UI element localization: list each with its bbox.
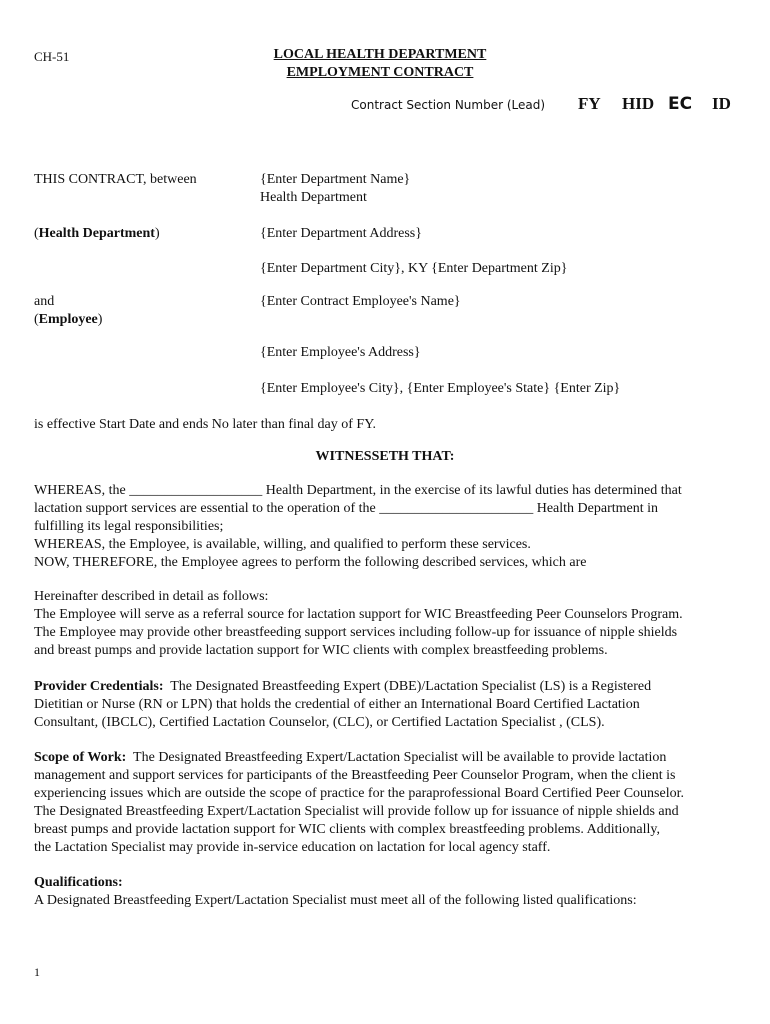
department-name-sub: Health Department <box>260 190 367 205</box>
credentials-text-1: The Designated Breastfeeding Expert (DBE)/Lactation Specialist (LS) is a Registered <box>163 679 652 694</box>
hid-field: HID <box>622 94 655 113</box>
department-city-zip-field: {Enter Department City}, KY {Enter Department Zip} <box>260 261 568 276</box>
whereas-line-2: lactation support services are essential to the operation of the ______________________ Health Department in <box>34 501 659 516</box>
document-title-line2: EMPLOYMENT CONTRACT <box>286 65 474 80</box>
credentials-line-2: Dietitian or Nurse (RN or LPN) that holds the credential of either an International Board Certified Lactation <box>34 697 640 712</box>
employee-address-field: {Enter Employee's Address} <box>260 345 421 360</box>
scope-text-1: The Designated Breastfeeding Expert/Lactation Specialist will be available to provide lactation <box>126 750 667 765</box>
employee-bold: Employee <box>38 312 98 327</box>
and-label: and <box>34 294 55 309</box>
id-field: ID <box>712 94 731 113</box>
health-department-party-label: (Health Department) <box>34 226 160 241</box>
fy-field: FY <box>578 94 601 113</box>
department-name-field: {Enter Department Name} <box>260 172 411 187</box>
scope-line-3: experiencing issues which are outside the scope of practice for the paraprofessional Board Certified Peer Counselor. <box>34 786 685 801</box>
qualifications-paragraph <box>34 874 738 910</box>
this-contract-label: THIS CONTRACT, between <box>34 172 197 187</box>
hereinafter-line-3: The Employee may provide other breastfeeding support services including follow-up for issuance of nipple shields <box>34 625 678 640</box>
hereinafter-paragraph <box>34 588 738 660</box>
page-number: 1 <box>34 965 40 979</box>
effective-date-text: is effective Start Date and ends No later than final day of FY. <box>34 417 376 432</box>
credentials-heading: Provider Credentials: <box>34 679 164 694</box>
scope-line-4: The Designated Breastfeeding Expert/Lactation Specialist will provide follow up for issuance of nipple shields and <box>34 804 679 819</box>
document-code: CH-51 <box>34 49 70 64</box>
qualifications-heading <box>34 874 738 892</box>
scope-of-work-paragraph <box>34 749 738 857</box>
contract-section-label: Contract Section Number (Lead) <box>351 98 546 112</box>
credentials-line-3: Consultant, (IBCLC), Certified Lactation Counselor, (CLC), or Certified Lactation Specialist , (CLS). <box>34 715 605 730</box>
employee-name-field: {Enter Contract Employee's Name} <box>260 294 461 309</box>
whereas-line-4: WHEREAS, the Employee, is available, willing, and qualified to perform these services. <box>34 537 531 552</box>
ec-field: EC <box>668 94 693 114</box>
hereinafter-line-1: Hereinafter described in detail as follows: <box>34 589 269 604</box>
qualifications-heading-bold: Qualifications: <box>34 875 123 890</box>
now-therefore-line: NOW, THEREFORE, the Employee agrees to perform the following described services, which are <box>34 555 587 570</box>
whereas-line-1: WHEREAS, the ___________________ Health Department, in the exercise of its lawful duties has determined that <box>34 483 682 498</box>
hereinafter-line-4: and breast pumps and provide lactation support for WIC clients with complex breastfeeding problems. <box>34 643 608 658</box>
hereinafter-line-2: The Employee will serve as a referral source for lactation support for WIC Breastfeeding Peer Counselors Program. <box>34 607 683 622</box>
employee-city-state-zip-field: {Enter Employee's City}, {Enter Employee's State} {Enter Zip} <box>260 381 621 396</box>
department-address-field: {Enter Department Address} <box>260 226 422 241</box>
provider-credentials-paragraph <box>34 678 738 732</box>
witnesseth-heading: WITNESSETH THAT: <box>315 449 455 464</box>
health-department-bold: Health Department <box>38 226 155 241</box>
qualifications-text: A Designated Breastfeeding Expert/Lactation Specialist must meet all of the following listed qualifications: <box>34 893 637 908</box>
scope-line-2: management and support services for participants of the Breastfeeding Peer Counselor Program, when the client is <box>34 768 676 783</box>
scope-heading: Scope of Work: <box>34 750 127 765</box>
scope-line-5: breast pumps and provide lactation support for WIC clients with complex breastfeeding problems. Additionally, <box>34 822 660 837</box>
document-title-line1: LOCAL HEALTH DEPARTMENT <box>273 47 487 62</box>
employee-party-label: (Employee) <box>34 312 103 327</box>
whereas-paragraph <box>34 482 738 572</box>
credentials-line-1 <box>34 678 738 696</box>
scope-line-1 <box>34 749 738 767</box>
scope-line-6: the Lactation Specialist may provide in-service education on lactation for local agency staff. <box>34 840 551 855</box>
whereas-line-3: fulfilling its legal responsibilities; <box>34 519 224 534</box>
